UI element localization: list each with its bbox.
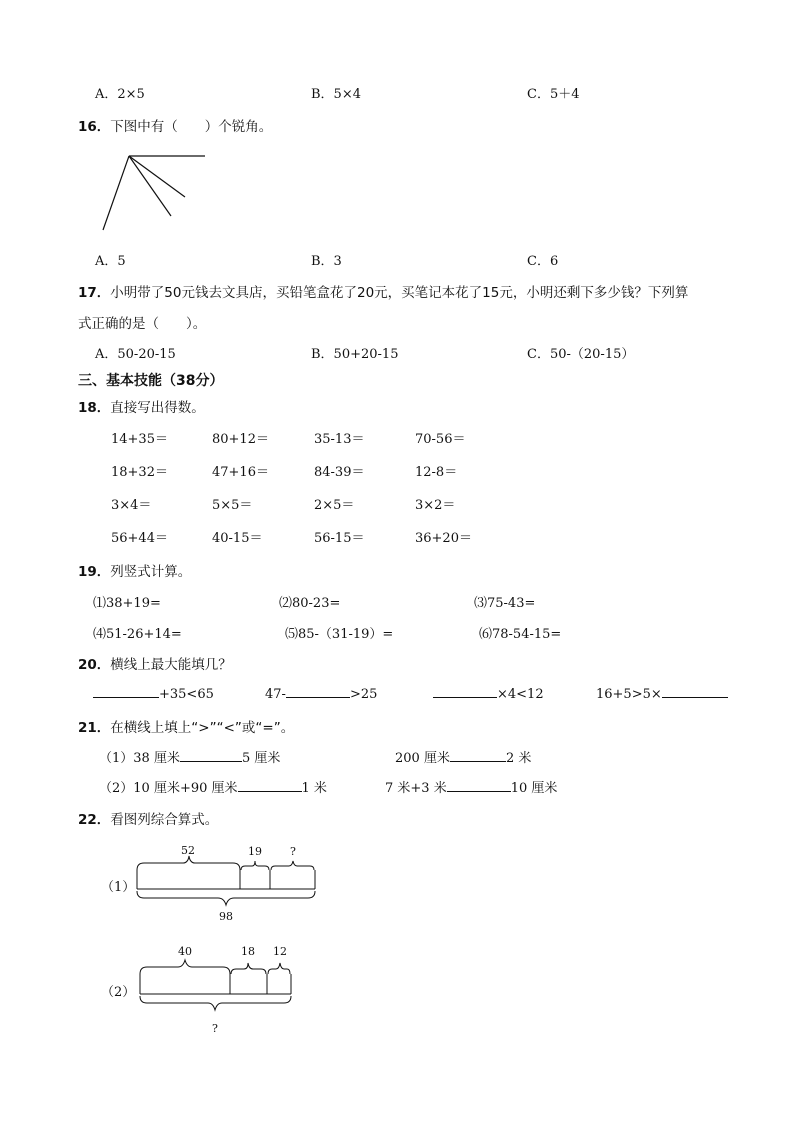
calc-item[interactable]: 5×5＝ (212, 498, 253, 513)
part-label: 52 (181, 844, 195, 857)
calc-item[interactable]: 14+35＝ (111, 432, 168, 447)
figure-2-label: （2） (101, 985, 136, 1000)
calc-item[interactable]: 35-13＝ (314, 432, 365, 447)
calc-item[interactable]: 47+16＝ (212, 465, 269, 480)
q16-option-c[interactable]: C．6 (527, 254, 559, 269)
q15-option-b[interactable]: B．5×4 (311, 87, 361, 102)
expression: 7 米+3 米 (385, 781, 447, 796)
expression: 47- (265, 687, 286, 702)
question-number: 21． (78, 720, 111, 736)
expression: （2）10 厘米+90 厘米 (99, 781, 238, 796)
expression: 200 厘米 (395, 751, 450, 766)
part-label: 19 (248, 845, 262, 858)
question-text: 列竖式计算。 (110, 564, 192, 580)
q15-option-a[interactable]: A．2×5 (95, 87, 145, 102)
question-number: 19． (78, 564, 111, 580)
vertical-calc-item[interactable]: ⑵80-23= (279, 596, 341, 611)
q15-option-c[interactable]: C．5＋4 (527, 87, 580, 102)
question-text: 直接写出得数。 (110, 400, 205, 416)
calc-item[interactable]: 18+32＝ (111, 465, 168, 480)
question-number: 17． (78, 285, 111, 301)
part-label: ? (290, 845, 296, 858)
section-title: 三、基本技能（38分） (78, 373, 224, 389)
question-text: 下图中有（ ）个锐角。 (110, 119, 273, 135)
brace-bottom (140, 996, 291, 1010)
question-number: 22． (78, 812, 111, 828)
question-number: 16． (78, 119, 111, 135)
expression: 16+5>5× (596, 687, 662, 702)
question-number: 18． (78, 400, 111, 416)
calc-item[interactable]: 3×2＝ (415, 498, 456, 513)
q16-option-a[interactable]: A．5 (95, 254, 126, 269)
expression: ×4<12 (497, 687, 544, 702)
total-label: 98 (219, 910, 233, 923)
calc-item[interactable]: 84-39＝ (314, 465, 365, 480)
expression: 10 厘米 (510, 781, 558, 796)
question-text: 看图列综合算式。 (110, 812, 219, 828)
question-text: 在横线上填上“>”“<”或“=”。 (110, 720, 295, 736)
expression: 1 米 (301, 781, 327, 796)
question-text-line1: 小明带了50元钱去文具店，买铅笔盒花了20元，买笔记本花了15元，小明还剩下多少钱？下列算 (110, 285, 689, 301)
part-label: 12 (273, 945, 287, 958)
part-label: 18 (241, 945, 255, 958)
brace-top (268, 963, 290, 974)
figure-1-label: （1） (101, 880, 136, 895)
question-text: 横线上最大能填几？ (110, 657, 232, 673)
vertical-calc-item[interactable]: ⑶75-43= (474, 596, 536, 611)
brace-top (231, 963, 266, 974)
vertical-calc-item[interactable]: ⑹78-54-15= (479, 627, 562, 642)
calc-item[interactable]: 12-8＝ (415, 465, 458, 480)
calc-item[interactable]: 70-56＝ (415, 432, 466, 447)
brace-top (140, 960, 230, 974)
vertical-calc-item[interactable]: ⑸85-（31-19）= (285, 627, 394, 642)
calc-item[interactable]: 36+20＝ (415, 531, 472, 546)
q16-option-b[interactable]: B．3 (311, 254, 342, 269)
part-label: 40 (178, 945, 192, 958)
q17-option-c[interactable]: C．50-（20-15） (527, 347, 635, 362)
calc-item[interactable]: 2×5＝ (314, 498, 355, 513)
calc-item[interactable]: 56-15＝ (314, 531, 365, 546)
calc-item[interactable]: 80+12＝ (212, 432, 269, 447)
calc-item[interactable]: 3×4＝ (111, 498, 152, 513)
expression: 2 米 (505, 751, 532, 766)
total-label: ? (212, 1022, 218, 1035)
calc-item[interactable]: 56+44＝ (111, 531, 168, 546)
question-number: 20． (78, 657, 111, 673)
calc-item[interactable]: 40-15＝ (212, 531, 263, 546)
q17-option-a[interactable]: A．50-20-15 (95, 347, 176, 362)
expression: （1）38 厘米 (99, 751, 180, 766)
vertical-calc-item[interactable]: ⑴38+19= (93, 596, 161, 611)
expression: 5 厘米 (241, 751, 281, 766)
q17-option-b[interactable]: B．50+20-15 (311, 347, 399, 362)
question-17-line2: 式正确的是（ ）。 (78, 316, 207, 332)
expression: +35<65 (159, 687, 214, 702)
vertical-calc-item[interactable]: ⑷51-26+14= (93, 627, 182, 642)
expression: >25 (349, 687, 378, 702)
